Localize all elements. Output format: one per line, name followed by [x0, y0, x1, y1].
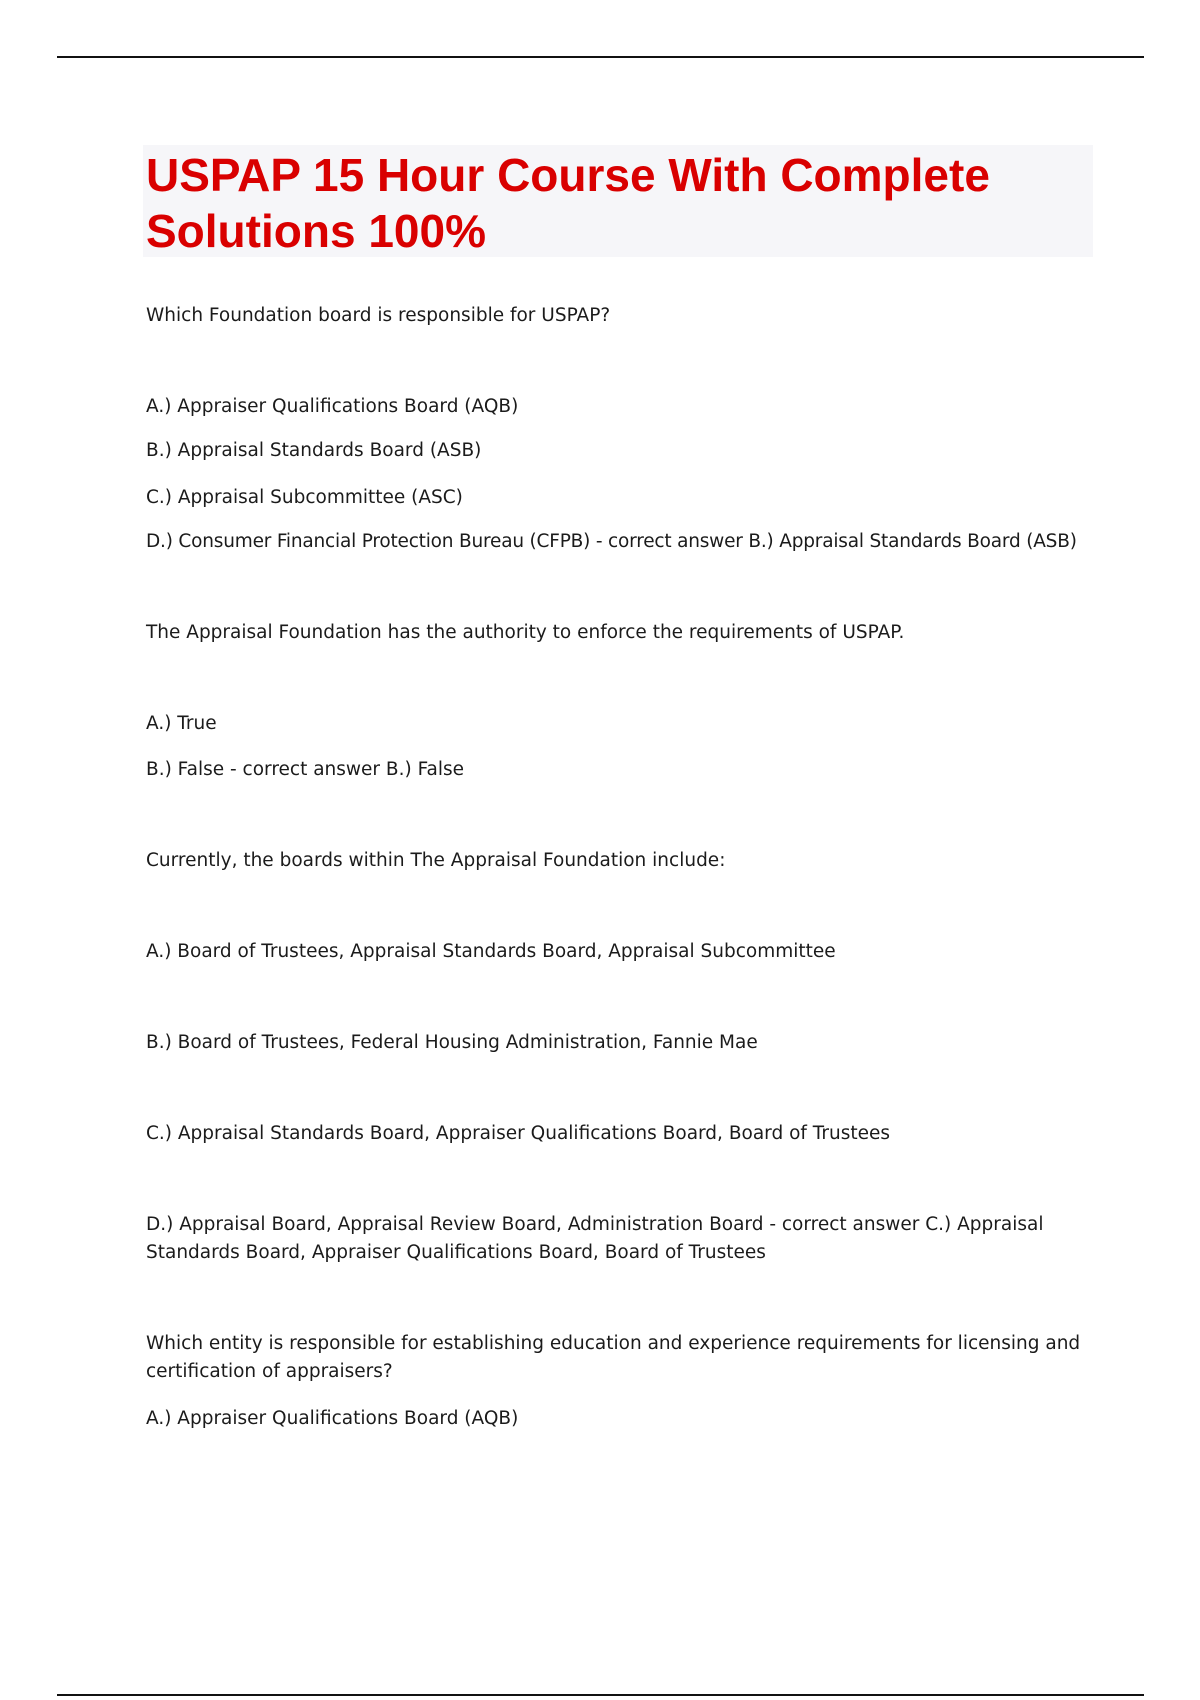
q1-option-c: C.) Appraisal Subcommittee (ASC)	[146, 487, 463, 508]
q4-option-a: A.) Appraiser Qualifications Board (AQB)	[146, 1408, 519, 1429]
question-3: Currently, the boards within The Appraisal Foundation include:	[146, 850, 726, 871]
q1-option-b: B.) Appraisal Standards Board (ASB)	[146, 440, 482, 461]
q2-option-b: B.) False - correct answer B.) False	[146, 759, 465, 780]
question-2: The Appraisal Foundation has the authority to enforce the requirements of USPAP.	[146, 622, 905, 643]
bottom-rule	[57, 1694, 1144, 1696]
q3-option-b: B.) Board of Trustees, Federal Housing Administration, Fannie Mae	[146, 1032, 758, 1053]
q3-option-d: D.) Appraisal Board, Appraisal Review Board, Administration Board - correct answer C.) Appraisal Standards Board, Appraiser Qualifications Board, Board of Trustees	[146, 1214, 1044, 1263]
q1-option-a: A.) Appraiser Qualifications Board (AQB)	[146, 396, 519, 417]
q1-option-d: D.) Consumer Financial Protection Bureau (CFPB) - correct answer B.) Appraisal Standards Board (ASB)	[146, 531, 1077, 552]
q3-option-c: C.) Appraisal Standards Board, Appraiser Qualifications Board, Board of Trustees	[146, 1123, 890, 1144]
question-1: Which Foundation board is responsible for USPAP?	[146, 305, 611, 326]
top-rule	[57, 56, 1144, 58]
title-line-1: USPAP 15 Hour Course With Complete	[146, 149, 990, 201]
title-line-2: Solutions 100%	[146, 205, 486, 257]
document-title	[146, 147, 990, 259]
q2-option-a: A.) True	[146, 713, 217, 734]
q3-option-a: A.) Board of Trustees, Appraisal Standards Board, Appraisal Subcommittee	[146, 941, 836, 962]
question-4: Which entity is responsible for establishing education and experience requirements for licensing and certification of appraisers?	[146, 1333, 1081, 1382]
